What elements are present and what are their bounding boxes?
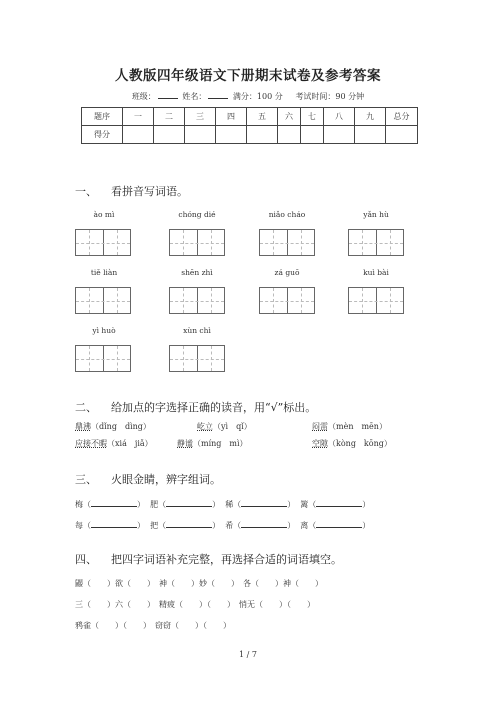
score-cell[interactable] xyxy=(216,126,247,144)
score-header-cell: 题序 xyxy=(82,108,123,126)
writing-grid[interactable] xyxy=(169,229,225,256)
writing-grid[interactable] xyxy=(259,229,315,256)
name-label: 姓名： xyxy=(182,92,207,101)
answer-blank[interactable] xyxy=(316,498,362,507)
answer-blank[interactable] xyxy=(91,498,137,507)
exam-meta xyxy=(0,90,496,102)
reading-options[interactable]: （kòng kōng） xyxy=(328,439,392,448)
writing-grid[interactable] xyxy=(75,345,131,372)
reading-word: 应接不暇 xyxy=(75,439,107,448)
char-prompt: 稀（ xyxy=(225,500,242,509)
reading-item xyxy=(75,438,153,449)
score-header-cell: 八 xyxy=(324,108,355,126)
pinyin-label: chóng dié xyxy=(178,210,216,219)
section-1-heading xyxy=(75,183,188,199)
paren-close: ） xyxy=(212,500,221,509)
char-prompt: 离（ xyxy=(300,521,317,530)
reading-word: 静谧 xyxy=(177,439,193,448)
char-prompt: 肥（ xyxy=(150,500,167,509)
score-header-cell: 总分 xyxy=(386,108,418,126)
writing-grid[interactable] xyxy=(75,287,131,314)
reading-options[interactable]: （xiá jiǎ） xyxy=(107,439,153,448)
score-cell[interactable] xyxy=(355,126,386,144)
word-group-line xyxy=(75,498,370,510)
paren-close: ） xyxy=(137,500,145,509)
reading-word: 屹立 xyxy=(197,422,213,431)
section-number: 二、 xyxy=(75,401,97,414)
char-prompt: 篱（ xyxy=(300,500,317,509)
section-3-heading xyxy=(75,471,221,487)
idiom-line[interactable]: 三（ ）六（ ） 精疲（ ）（ ） 悄无（ ）（ ） xyxy=(75,600,315,609)
class-label: 班级： xyxy=(131,92,156,101)
score-table xyxy=(81,107,418,144)
reading-options[interactable]: （míng mì） xyxy=(193,439,248,448)
paren-close: ） xyxy=(362,521,371,530)
reading-options[interactable]: （mèn mēn） xyxy=(328,422,387,431)
section-title: 火眼金睛，辨字组词。 xyxy=(111,473,221,486)
score-header-cell: 九 xyxy=(355,108,386,126)
page-number: 1 / 7 xyxy=(239,650,257,659)
reading-options[interactable]: （yì qǐ） xyxy=(213,422,252,431)
char-prompt: 每（ xyxy=(75,521,91,530)
score-header-cell: 七 xyxy=(301,108,324,126)
writing-grid[interactable] xyxy=(75,229,131,256)
pinyin-label: kuì bài xyxy=(363,268,389,277)
reading-item xyxy=(75,421,151,432)
section-4-heading xyxy=(75,551,342,567)
score-cell[interactable] xyxy=(278,126,301,144)
pinyin-label: xùn chì xyxy=(183,326,211,335)
pinyin-label: yǎn hù xyxy=(363,210,389,219)
score-header-cell: 二 xyxy=(154,108,185,126)
reading-options[interactable]: （dǐng dìng） xyxy=(91,422,151,431)
section-title: 把四字词语补充完整，再选择合适的词语填空。 xyxy=(111,553,342,566)
answer-blank[interactable] xyxy=(166,519,212,528)
paren-close: ） xyxy=(287,521,296,530)
pinyin-label: tiě liàn xyxy=(90,268,118,277)
full-score: 满分：100 分 xyxy=(232,92,283,101)
score-header-cell: 一 xyxy=(123,108,154,126)
writing-grid[interactable] xyxy=(348,287,404,314)
score-header-cell: 六 xyxy=(278,108,301,126)
writing-grid[interactable] xyxy=(259,287,315,314)
paren-close: ） xyxy=(287,500,296,509)
score-header-cell: 五 xyxy=(247,108,278,126)
score-row-label: 得分 xyxy=(82,126,123,144)
writing-grid[interactable] xyxy=(169,345,225,372)
section-title: 看拼音写词语。 xyxy=(111,185,188,198)
section-title: 给加点的字选择正确的读音，用“√”标出。 xyxy=(111,401,317,414)
reading-item xyxy=(312,421,387,432)
class-blank[interactable] xyxy=(158,90,178,99)
answer-blank[interactable] xyxy=(316,519,362,528)
char-prompt: 希（ xyxy=(225,521,242,530)
score-header-row xyxy=(82,108,418,126)
score-cell[interactable] xyxy=(386,126,418,144)
pinyin-label: shēn zhì xyxy=(181,268,213,277)
writing-grid[interactable] xyxy=(348,229,404,256)
reading-item xyxy=(312,438,392,449)
char-prompt: 梅（ xyxy=(75,500,91,509)
paren-close: ） xyxy=(362,500,371,509)
score-cell[interactable] xyxy=(123,126,154,144)
reading-word: 闷雷 xyxy=(312,422,328,431)
reading-word: 鼎沸 xyxy=(75,422,91,431)
score-cell[interactable] xyxy=(185,126,216,144)
char-prompt: 把（ xyxy=(150,521,167,530)
name-blank[interactable] xyxy=(208,90,228,99)
pinyin-label: zá guō xyxy=(274,268,300,277)
paren-close: ） xyxy=(137,521,145,530)
score-header-cell: 四 xyxy=(216,108,247,126)
writing-grid[interactable] xyxy=(169,287,225,314)
answer-blank[interactable] xyxy=(241,519,287,528)
answer-blank[interactable] xyxy=(241,498,287,507)
answer-blank[interactable] xyxy=(91,519,137,528)
score-cell[interactable] xyxy=(301,126,324,144)
pinyin-label: niǎo cháo xyxy=(268,210,306,219)
idiom-line[interactable]: 鸦雀（ ）（ ） 窃窃（ ）（ ） xyxy=(75,621,231,630)
word-group-line xyxy=(75,519,370,531)
reading-word: 空隙 xyxy=(312,439,328,448)
pinyin-label: ào mì xyxy=(93,210,115,219)
score-cell[interactable] xyxy=(324,126,355,144)
section-number: 四、 xyxy=(75,553,97,566)
pinyin-label: yì huò xyxy=(92,326,116,335)
section-number: 三、 xyxy=(75,473,97,486)
page-title: 人教版四年级语文下册期末试卷及参考答案 xyxy=(115,68,381,84)
section-2-heading xyxy=(75,399,316,415)
score-cell[interactable] xyxy=(154,126,185,144)
score-cell[interactable] xyxy=(247,126,278,144)
paren-close: ） xyxy=(212,521,221,530)
idiom-line[interactable]: 鼹（ ）欲（ ） 神（ ）妙（ ） 各（ ）神（ ） xyxy=(75,579,323,588)
score-row xyxy=(82,126,418,144)
exam-time: 考试时间：90 分钟 xyxy=(295,92,365,101)
reading-item xyxy=(177,438,248,449)
section-number: 一、 xyxy=(75,185,97,198)
reading-item xyxy=(197,421,252,432)
score-header-cell: 三 xyxy=(185,108,216,126)
answer-blank[interactable] xyxy=(166,498,212,507)
